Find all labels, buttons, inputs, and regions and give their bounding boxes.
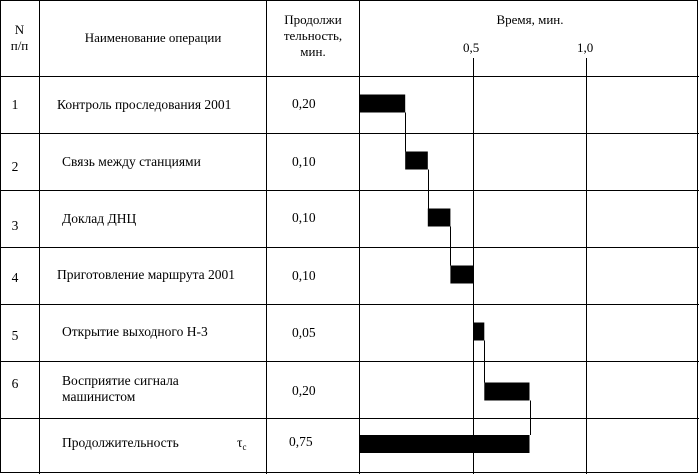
gantt-bar-row-1 <box>360 95 405 113</box>
row-6-duration: 0,20 <box>292 383 316 398</box>
row-4-operation: Приготовление маршрута 2001 <box>57 267 236 282</box>
gantt-bar-total <box>360 435 530 453</box>
row-5-number: 5 <box>11 328 19 343</box>
row-3-duration: 0,10 <box>292 210 316 225</box>
header-operation: Наименование операции <box>84 30 222 45</box>
gantt-bar-row-3 <box>428 209 451 227</box>
time-tick-label-1-0: 1,0 <box>577 40 594 55</box>
total-symbol <box>237 435 246 455</box>
gantt-chart <box>360 58 587 474</box>
row-3-number: 3 <box>11 218 19 233</box>
row-1-operation: Контроль проследования 2001 <box>57 97 232 112</box>
row-6-operation: Восприятие сигнала машинистом <box>62 373 179 404</box>
gantt-bar-row-6 <box>484 383 529 401</box>
row-1-duration: 0,20 <box>292 96 316 111</box>
header-time: Время, мин. <box>496 12 564 27</box>
row-1-number: 1 <box>11 97 19 112</box>
row-3-operation: Доклад ДНЦ <box>62 211 137 226</box>
row-5-operation: Открытие выходного Н-3 <box>62 324 208 339</box>
total-symbol-tau: τ <box>237 435 243 450</box>
row-2-duration: 0,10 <box>292 154 316 169</box>
row-6-number: 6 <box>11 376 19 391</box>
row-4-number: 4 <box>11 270 19 285</box>
row-2-number: 2 <box>11 159 19 174</box>
row-5-duration: 0,05 <box>292 325 316 340</box>
time-tick-label-0-5: 0,5 <box>463 40 480 55</box>
total-duration: 0,75 <box>289 434 313 449</box>
total-label: Продолжительность <box>62 435 179 450</box>
row-4-duration: 0,10 <box>292 268 316 283</box>
gantt-bar-row-5 <box>473 323 484 341</box>
header-duration: Продолжи тельность, мин. <box>283 12 343 59</box>
gantt-bar-row-4 <box>450 266 473 284</box>
header-n: N п/п <box>10 22 29 53</box>
total-symbol-sub: с <box>242 442 247 452</box>
gantt-bar-row-2 <box>405 152 428 170</box>
row-2-operation: Связь между станциями <box>62 154 201 169</box>
